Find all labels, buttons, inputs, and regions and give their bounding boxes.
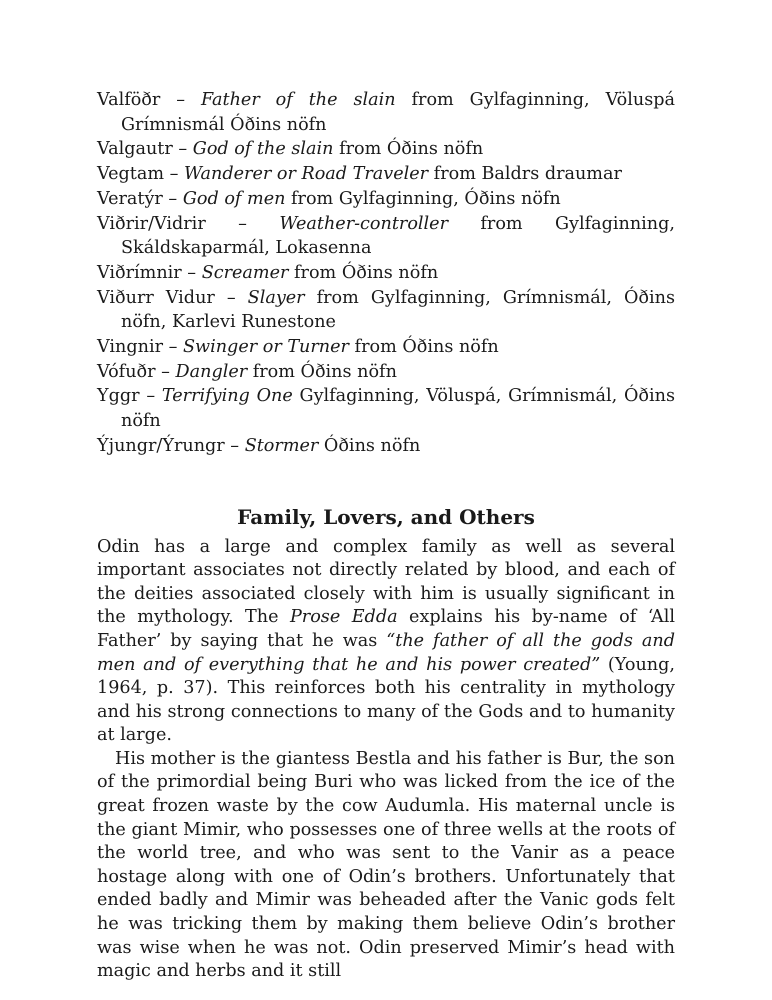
- entry-meaning: Screamer: [201, 262, 289, 283]
- entry-meaning: Slayer: [247, 287, 305, 308]
- entry-separator: –: [224, 435, 245, 456]
- list-item: [97, 335, 675, 360]
- paragraph-parents: His mother is the giantess Bestla and his father is Bur, the son of the primordial being Buri who was licked from the ice of the great frozen waste by the cow Audumla. His maternal uncle is the giant Mimir, who possesses one of three wells at the roots of the world tree, and who was sent to the Vanir as a peace hostage along with one of Odin’s brothers. Unfortunately that ended badly and Mimir was beheaded after the Vanic gods felt he was tricking them by making them believe Odin’s brother was wise when he was not. Odin preserved Mimir’s head with magic and herbs and it still: [97, 748, 675, 982]
- entry-name: Viðrir/Vidrir: [97, 213, 206, 234]
- entry-source: from Gylfaginning, Skáldskaparmál, Lokasenna: [121, 213, 675, 259]
- quotation: “the father of all the gods and men and of everything that he and his power created”: [97, 630, 675, 675]
- entry-source: from Baldrs draumar: [428, 164, 622, 185]
- entry-meaning: Swinger or Turner: [182, 337, 349, 358]
- list-item: [97, 434, 675, 459]
- entry-meaning: God of the slain: [192, 139, 334, 160]
- entry-name: Valgautr: [97, 139, 173, 160]
- entry-source: from Óðins nöfn: [247, 361, 397, 382]
- entry-meaning: God of men: [182, 188, 286, 209]
- entry-source: from Gylfaginning, Völuspá Grímnismál Óðins nöfn: [121, 90, 675, 135]
- list-item: [97, 137, 675, 162]
- entry-meaning: Terrifying One: [161, 386, 293, 407]
- entry-source: from Óðins nöfn: [348, 337, 499, 358]
- entry-separator: –: [172, 139, 193, 160]
- entry-name: Vingnir: [97, 337, 163, 358]
- entry-source: from Gylfaginning, Óðins nöfn: [285, 188, 561, 209]
- book-page: [97, 88, 675, 984]
- entry-separator: –: [181, 262, 202, 283]
- entry-separator: –: [214, 287, 248, 308]
- entry-name: Vegtam: [97, 164, 165, 185]
- entry-separator: –: [164, 164, 184, 185]
- list-item: [97, 360, 675, 385]
- entry-name: Veratýr: [97, 188, 163, 209]
- entry-name: Ýjungr/Ýrungr: [97, 435, 225, 456]
- entry-name: Viðurr Vidur: [97, 287, 215, 308]
- list-item: [97, 261, 675, 286]
- entry-name: Yggr: [97, 386, 140, 407]
- paragraph-text: explains his by-name of ‘All Father’ by saying that he was: [97, 607, 675, 651]
- list-item: [97, 187, 675, 212]
- entry-name: Valföðr: [97, 90, 161, 110]
- entry-source: Gylfaginning, Völuspá, Grímnismál, Óðins nöfn: [121, 386, 675, 432]
- list-item: [97, 162, 675, 187]
- list-item: [97, 212, 675, 261]
- entry-meaning: Father of the slain: [201, 90, 396, 110]
- entry-name: Vófuðr: [97, 361, 156, 382]
- list-item: [97, 384, 675, 433]
- section-heading: Family, Lovers, and Others: [237, 504, 535, 529]
- entry-separator: –: [139, 386, 162, 407]
- entry-meaning: Dangler: [175, 361, 248, 382]
- entry-meaning: Weather-controller: [279, 213, 448, 234]
- entry-source: Óðins nöfn: [318, 435, 421, 456]
- entry-separator: –: [205, 213, 280, 234]
- entry-source: from Óðins nöfn: [288, 262, 439, 283]
- entry-source: from Gylfaginning, Grímnismál, Óðins nöfn, Karlevi Runestone: [121, 287, 676, 333]
- list-item: [97, 88, 675, 137]
- list-item: [97, 286, 675, 335]
- paragraph-text: (Young, 1964, p. 37). This reinforces both his centrality in mythology and his strong connections to many of the Gods and to humanity at large.: [97, 654, 675, 746]
- entry-source: from Óðins nöfn: [333, 139, 484, 160]
- entry-separator: –: [163, 337, 183, 358]
- entry-name: Viðrímnir: [97, 262, 182, 283]
- entry-meaning: Wanderer or Road Traveler: [184, 164, 429, 185]
- entry-separator: –: [162, 188, 183, 209]
- entry-separator: –: [160, 90, 202, 110]
- odin-names-list: [97, 88, 675, 459]
- section-body: [97, 536, 675, 984]
- book-title-prose-edda: Prose Edda: [289, 607, 398, 628]
- paragraph-all-father: [97, 536, 675, 748]
- paragraph-text: Odin has a large and complex family as well as several important associates not directly related by blood, and each of the deities associated closely with him is usually significant in the mythology. The: [97, 536, 675, 628]
- entry-separator: –: [155, 361, 176, 382]
- entry-meaning: Stormer: [244, 435, 319, 456]
